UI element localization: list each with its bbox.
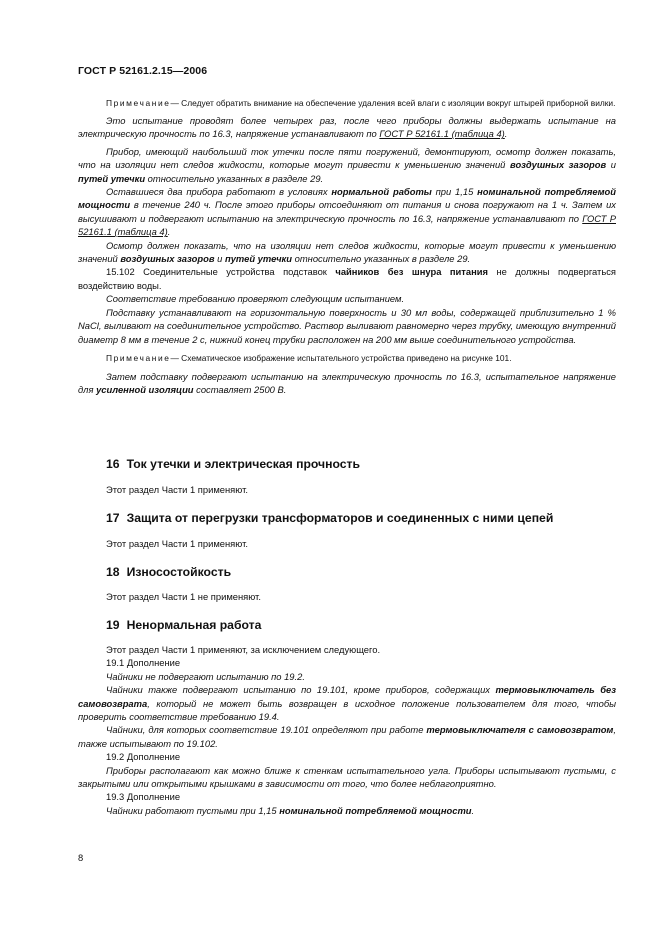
paragraph: Прибор, имеющий наибольший ток утечки после пяти погружений, демонтируют, осмотр должен показать, что на изоляции нет следов жидкости, которые могут привести к уменьшению значений воздушных зазоров и путей утечки относительно указанных в разделе 29. bbox=[78, 145, 616, 184]
section-16-text: Этот раздел Части 1 применяют. bbox=[106, 484, 248, 495]
note-2: Примечание— Схематическое изображение испытательного устройства приведено на рисунке 101. bbox=[106, 352, 512, 363]
subclause-19-3: 19.3 Дополнение bbox=[106, 791, 181, 803]
paragraph: Оставшиеся два прибора работают в условиях нормальной работы при 1,15 номинальной потребляемой мощности в течение 240 ч. После этого приборы отсоединяют от питания и снова погружают на 1 ч. Затем их высушивают и подвергают испытанию на электрическую прочность по 16.3, напряжение устанавливают по ГОСТ Р 52161.1 (таблица 4). bbox=[78, 186, 616, 238]
clause-15-102: 15.102 Соединительные устройства подставок чайников без шнура питания не должны подвергаться воздействию воды. bbox=[78, 266, 616, 291]
paragraph: Чайники не подвергают испытанию по 19.2. bbox=[106, 670, 305, 682]
section-19-body bbox=[78, 643, 616, 817]
page-number: 8 bbox=[78, 852, 84, 863]
section-19-text: Этот раздел Части 1 применяют, за исключением следующего. bbox=[106, 644, 381, 655]
section-18-text: Этот раздел Части 1 не применяют. bbox=[106, 591, 261, 602]
section-19-heading: 19 Ненормальная работа bbox=[106, 618, 262, 632]
paragraph: Приборы располагают как можно ближе к стенкам испытательного угла. Приборы испытывают пустыми, с закрытыми или открытыми крышками в зависимости от того, что более неблагоприятно. bbox=[78, 764, 616, 790]
top-text-block bbox=[78, 97, 616, 397]
paragraph: Осмотр должен показать, что на изоляции нет следов жидкости, которые могут привести к уменьшению значений воздушных зазоров и путей утечки относительно указанных в разделе 29. bbox=[78, 239, 616, 265]
standard-reference-link[interactable]: ГОСТ Р 52161.1 (таблица 4) bbox=[379, 128, 505, 140]
subclause-19-1: 19.1 Дополнение bbox=[106, 657, 181, 669]
standard-reference-link[interactable]: ГОСТ Р 52161.1 (таблица 4) bbox=[78, 212, 616, 238]
section-16-heading: 16 Ток утечки и электрическая прочность bbox=[106, 457, 361, 471]
section-18-heading: 18 Износостойкость bbox=[106, 565, 232, 579]
section-17-text: Этот раздел Части 1 применяют. bbox=[106, 538, 248, 549]
paragraph: Подставку устанавливают на горизонтальную поверхность и 30 мл воды, содержащей приблизительно 1 % NaCl, выливают на соединительное устройство. Раствор выливают равномерно через трубку, имеющую внутренний диаметр 8 мм в течение 2 с, нижний конец трубки расположен на 200 мм выше соединительного устройства. bbox=[78, 306, 616, 345]
section-17-heading: 17 Защита от перегрузки трансформаторов и соединенных с ними цепей bbox=[106, 511, 554, 525]
paragraph: Соответствие требованию проверяют следующим испытанием. bbox=[106, 293, 405, 305]
paragraph: Это испытание проводят более четырех раз, после чего приборы должны выдержать испытание на электрическую прочность по 16.3, напряжение устанавливают по ГОСТ Р 52161.1 (таблица 4). bbox=[78, 115, 616, 140]
paragraph: Затем подставку подвергают испытанию на электрическую прочность по 16.3, испытательное напряжение для усиленной изоляции составляет 2500 В. bbox=[78, 370, 616, 396]
note-1: Примечание— Следует обратить внимание на обеспечение удаления всей влаги с изоляции вокруг штырей приборной вилки. bbox=[106, 98, 616, 108]
subclause-19-2: 19.2 Дополнение bbox=[106, 751, 181, 763]
document-header: ГОСТ Р 52161.2.15—2006 bbox=[78, 65, 208, 77]
paragraph: Чайники работают пустыми при 1,15 номинальной потребляемой мощности. bbox=[106, 804, 475, 816]
paragraph: Чайники также подвергают испытанию по 19.101, кроме приборов, содержащих термовыключатель без самовозврата, который не может быть возвращен в исходное положение пользователем для того, чтобы проверить соответствие требованию 19.4. bbox=[78, 684, 616, 723]
paragraph: Чайники, для которых соответствие 19.101 определяют при работе термовыключателя с самовозвратом, также испытывают по 19.102. bbox=[78, 724, 616, 749]
